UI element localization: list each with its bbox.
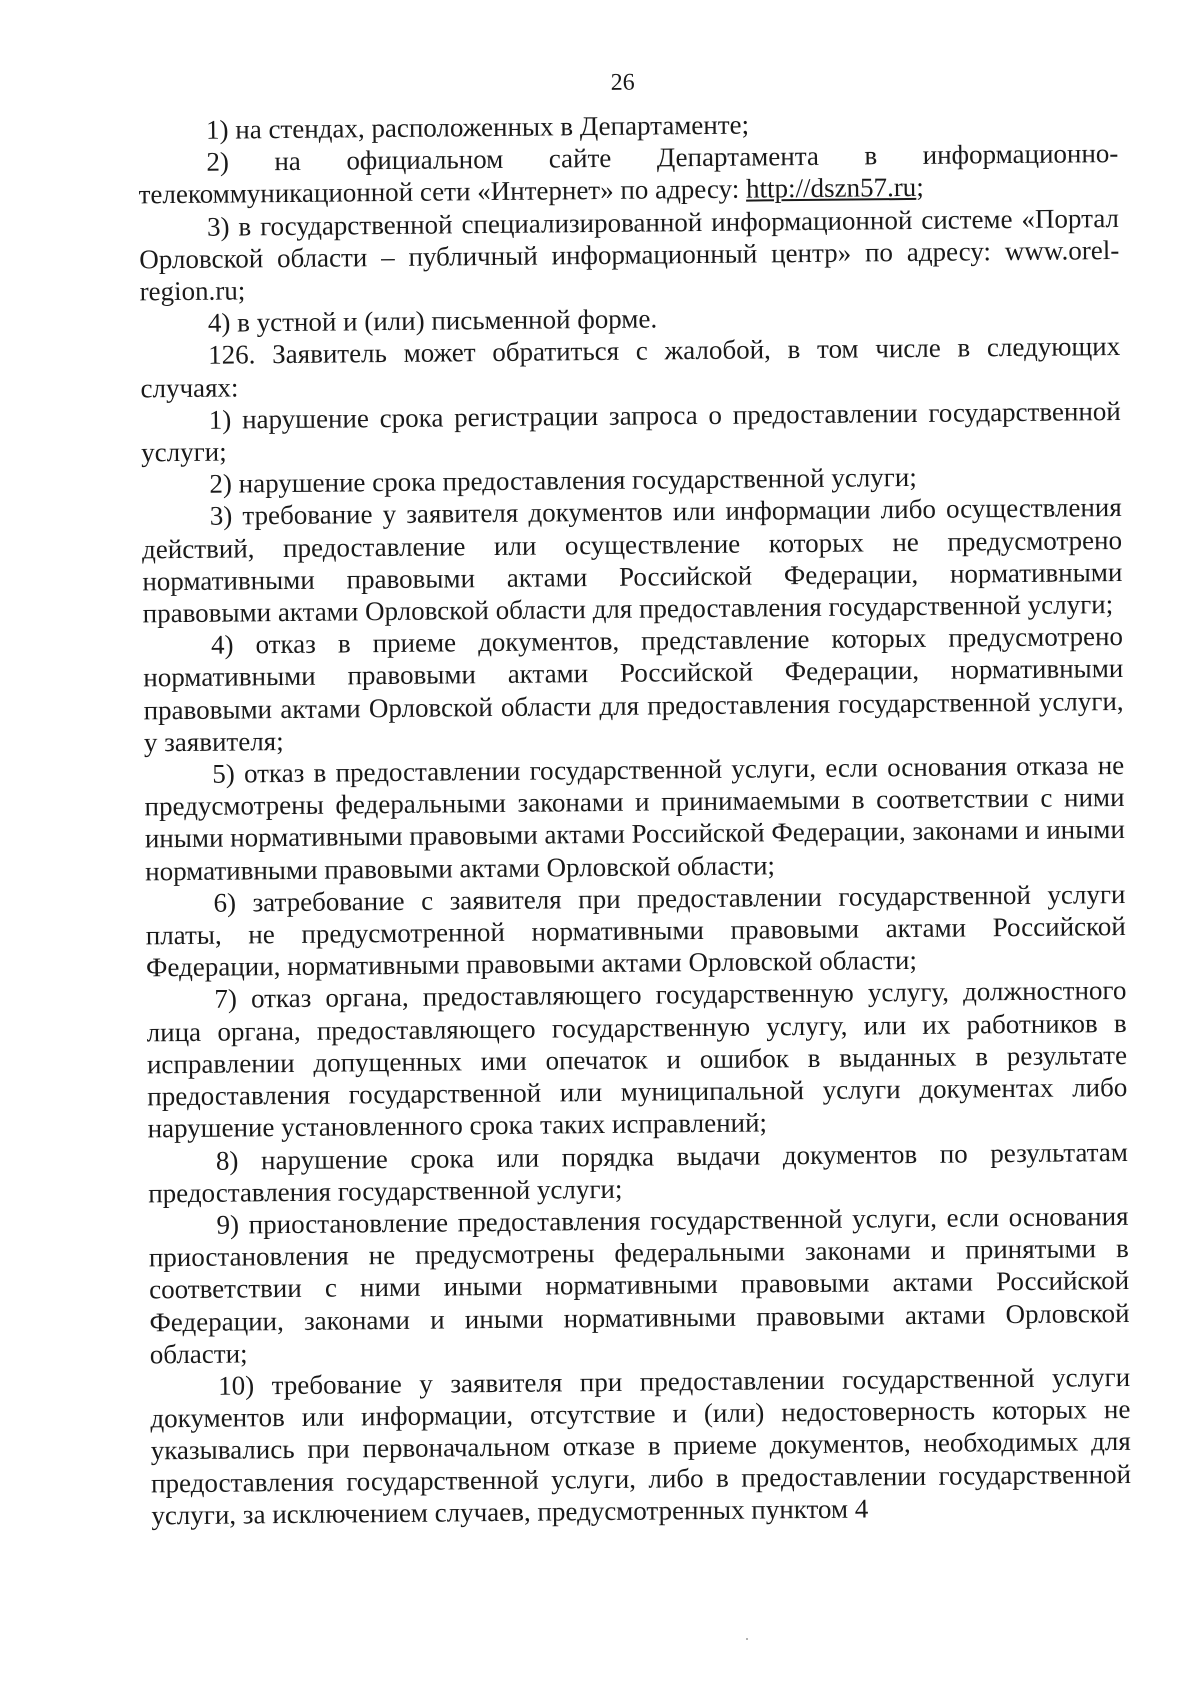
list-item: 5) отказ в предоставлении государственной услуги, если основания отказа не предусмотрены федеральными законами и принимаемыми в соответствии с ними иными нормативными правовыми актами Российской Федерации, законами и иными нормативными правовыми актами Орловской области; xyxy=(144,750,1125,887)
list-item: 6) затребование с заявителя при предоставлении государственной услуги платы, не предусмотренной нормативными правовыми актами Российской Федерации, нормативными правовыми актами Орловской области; xyxy=(145,878,1126,983)
section-paragraph: 126. Заявитель может обратиться с жалобой, в том числе в следующих случаях: xyxy=(140,331,1121,404)
page-number: 26 xyxy=(610,69,635,96)
list-item: 3) в государственной специализированной информационной системе «Портал Орловской области – публичный информационный центр» по адресу: www.orel-region.ru; xyxy=(139,202,1120,307)
list-item: 7) отказ органа, предоставляющего государственную услугу, должностного лица органа, предоставляющего государственную услугу, или их работников в исправлении допущенных ими опечаток и ошибок в выданных в результате предоставления государственной или муниципальной услуги документах либо нарушение установленного срока таких исправлений; xyxy=(146,975,1128,1144)
list-item: 3) требование у заявителя документов или информации либо осуществления действий, предоставление или осуществление которых не предусмотрено нормативными правовыми актами Российской Федерации, нормативными правовыми актами Орловской области для предоставления государственной услуги; xyxy=(141,492,1123,629)
list-item: 4) отказ в приеме документов, представление которых предусмотрено нормативными правовыми актами Российской Федерации, нормативными правовыми актами Орловской области для предоставления государственной услуги, у заявителя; xyxy=(143,621,1124,758)
paragraph-text: 2) на официальном сайте Департамента в информационно-телекоммуникационной сети «Интернет» по адресу: xyxy=(138,138,1119,210)
list-item: 10) требование у заявителя при предоставлении государственной услуги документов или информации, отсутствие и (или) недостоверность которых не указывались при первоначальном отказе в приеме документов, необходимых для предоставления государственной услуги, либо в предоставлении государственной услуги, за исключением случаев, предусмотренных пунктом 4 xyxy=(150,1361,1132,1531)
document-body xyxy=(138,105,1132,1531)
paragraph-text: ; xyxy=(916,172,924,203)
site-link[interactable]: http://dszn57.ru xyxy=(745,172,917,204)
list-item: 2) нарушение срока предоставления государственной услуги; xyxy=(209,462,917,499)
list-item: 1) нарушение срока регистрации запроса о предоставлении государственной услуги; xyxy=(141,395,1121,468)
list-item-site-address xyxy=(138,137,1119,211)
list-item: 1) на стендах, расположенных в Департаменте; xyxy=(205,109,750,145)
scan-speck xyxy=(746,1638,748,1640)
list-item: 9) приостановление предоставления государственной услуги, если основания приостановления не предусмотрены федеральными законами и принятыми в соответствии с ними иными нормативными правовыми актами Российской Федерации, законами и иными нормативными правовыми актами Орловской области; xyxy=(148,1200,1130,1370)
list-item: 8) нарушение срока или порядка выдачи документов по результатам предоставления государственной услуги; xyxy=(148,1136,1129,1209)
list-item: 4) в устной и (или) письменной форме. xyxy=(207,303,658,338)
